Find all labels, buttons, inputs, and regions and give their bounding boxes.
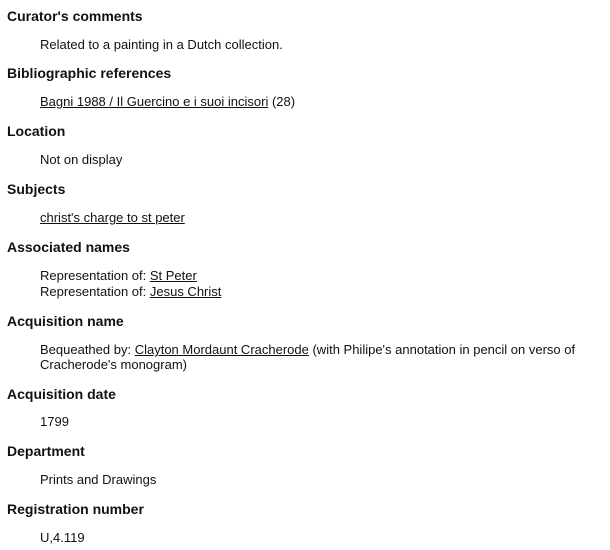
registration-number-text: U,4.119	[40, 530, 85, 545]
associated-name-prefix: Representation of:	[40, 268, 150, 283]
acquisition-name-heading: Acquisition name	[7, 313, 124, 329]
registration-number-heading: Registration number	[7, 501, 144, 517]
location-text: Not on display	[40, 152, 123, 167]
location-heading: Location	[7, 123, 66, 139]
subject-item	[40, 210, 185, 226]
associated-name-link-st-peter[interactable]: St Peter	[149, 268, 197, 283]
acquisition-name-suffix: (with Philipe's annotation in pencil on verso of	[308, 342, 576, 357]
associated-name-prefix: Representation of:	[40, 284, 150, 299]
associated-name-item	[40, 268, 197, 284]
associated-names-heading: Associated names	[7, 239, 130, 255]
acquisition-date-text: 1799	[40, 414, 69, 429]
bibliographic-reference-link[interactable]: Bagni 1988 / Il Guercino e i suoi incisori	[40, 94, 269, 109]
associated-name-item	[40, 284, 221, 300]
bibliographic-references-heading: Bibliographic references	[7, 65, 172, 81]
curators-comments-heading: Curator's comments	[7, 8, 143, 24]
bibliographic-reference-suffix: (28)	[268, 94, 296, 109]
department-heading: Department	[7, 443, 85, 459]
acquisition-name-prefix: Bequeathed by:	[40, 342, 135, 357]
curators-comments-text: Related to a painting in a Dutch collection.	[40, 37, 283, 52]
acquisition-name-continuation: Cracherode's monogram)	[40, 357, 187, 372]
subject-link[interactable]: christ's charge to st peter	[40, 210, 185, 225]
subjects-heading: Subjects	[7, 181, 66, 197]
acquisition-name-link[interactable]: Clayton Mordaunt Cracherode	[134, 342, 309, 357]
bibliographic-reference-item	[40, 94, 295, 110]
acquisition-date-heading: Acquisition date	[7, 386, 116, 402]
associated-name-link-jesus-christ[interactable]: Jesus Christ	[149, 284, 222, 299]
acquisition-name-text	[40, 342, 575, 358]
department-text: Prints and Drawings	[40, 472, 157, 487]
